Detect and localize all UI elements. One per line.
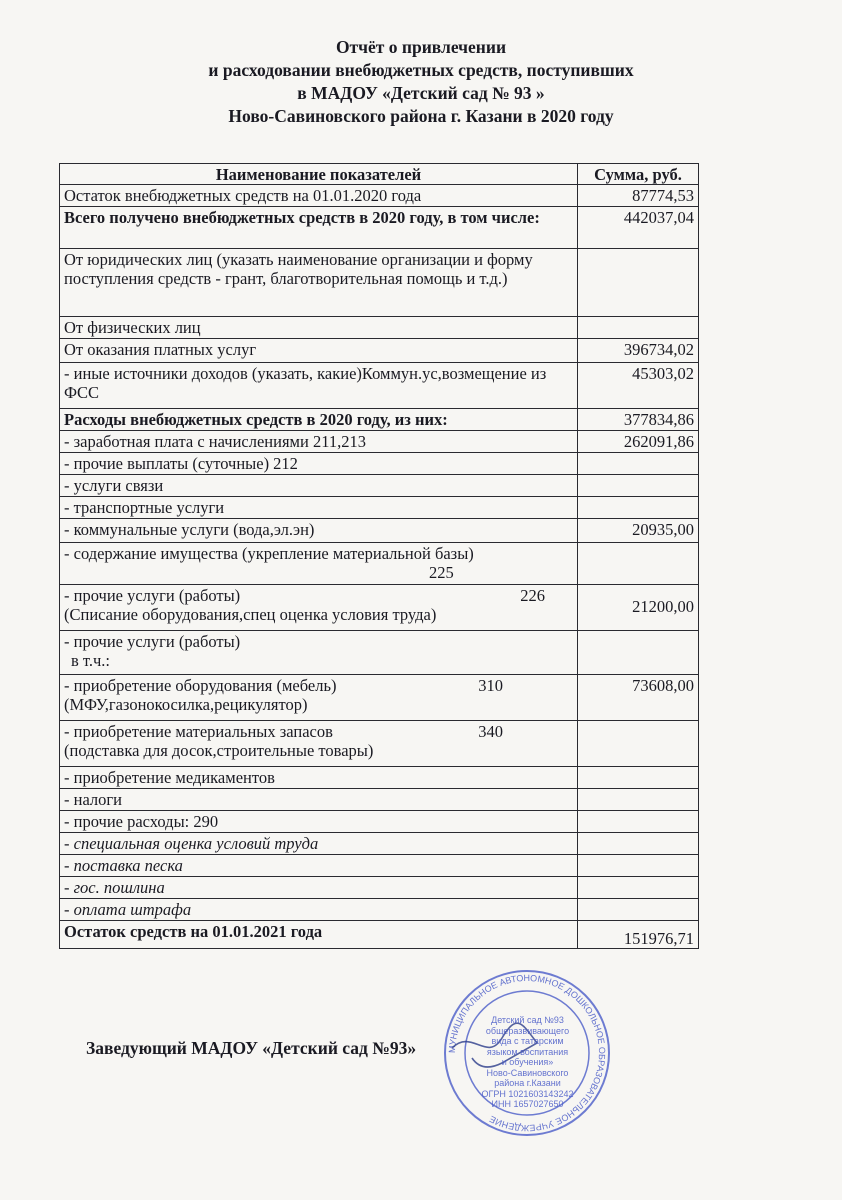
row-amount: [578, 543, 699, 585]
report-table: [59, 163, 699, 949]
row-label: От оказания платных услуг: [60, 339, 578, 363]
row-label: - приобретение материальных запасов: [64, 722, 333, 741]
row-code: 340: [478, 722, 503, 741]
table-row: [60, 519, 699, 543]
row-label: - заработная плата с начислениями 211,213: [60, 431, 578, 453]
row-label: Расходы внебюджетных средств в 2020 году, из них:: [60, 409, 578, 431]
row-amount: [578, 721, 699, 767]
table-row: [60, 585, 699, 631]
stamp-line-4: языком воспитания: [486, 1046, 569, 1057]
stamp-line-6: Ново-Савиновского: [486, 1067, 569, 1078]
stamp-line-7: района г.Казани: [494, 1078, 561, 1088]
row-label-2: в т.ч.:: [71, 651, 111, 670]
row-cell: [60, 631, 578, 675]
table-row: [60, 317, 699, 339]
stamp-ring-text: МУНИЦИПАЛЬНОЕ АВТОНОМНОЕ ДОШКОЛЬНОЕ ОБРАЗОВАТЕЛЬНОЕ УЧРЕЖДЕНИЕ: [446, 972, 608, 1134]
stamp-line-3: вида с татарским: [491, 1036, 564, 1046]
row-amount: 262091,86: [578, 431, 699, 453]
row-cell: [60, 543, 578, 585]
table-row: [60, 409, 699, 431]
table-row: [60, 789, 699, 811]
table-row: [60, 249, 699, 317]
row-label: - услуги связи: [60, 475, 578, 497]
header-name: Наименование показателей: [60, 164, 578, 185]
row-label: Остаток внебюджетных средств на 01.01.2020 года: [60, 185, 578, 207]
signature-line: Заведующий МАДОУ «Детский сад №93»: [86, 1038, 417, 1058]
table-row: [60, 185, 699, 207]
row-amount: 21200,00: [578, 585, 699, 631]
table-row: [60, 363, 699, 409]
row-label: - иные источники доходов (указать, какие)Коммун.ус,возмещение из ФСС: [60, 363, 578, 409]
table-row: [60, 431, 699, 453]
row-label: - транспортные услуги: [60, 497, 578, 519]
table-row: [60, 475, 699, 497]
row-amount: [578, 767, 699, 789]
table-row: [60, 767, 699, 789]
stamp-inn: ИНН 1657027650: [491, 1099, 564, 1109]
row-label: - оплата штрафа: [60, 899, 578, 921]
row-amount: [578, 475, 699, 497]
table-row: [60, 207, 699, 249]
table-row: [60, 721, 699, 767]
row-amount: [578, 855, 699, 877]
row-amount: [578, 497, 699, 519]
table-row: [60, 833, 699, 855]
row-label: - содержание имущества (укрепление материальной базы): [64, 544, 474, 563]
row-cell: [60, 721, 578, 767]
stamp-line-1: Детский сад №93: [491, 1015, 564, 1025]
row-label: - гос. пошлина: [60, 877, 578, 899]
row-label: Остаток средств на 01.01.2021 года: [60, 921, 578, 949]
row-amount: 87774,53: [578, 185, 699, 207]
row-cell: [60, 675, 578, 721]
row-code: 225: [429, 563, 454, 582]
row-label: - поставка песка: [60, 855, 578, 877]
row-label: От юридических лиц (указать наименование организации и форму поступления средств - грант, благотворительная помощь и т.д.): [60, 249, 578, 317]
row-label: - прочие выплаты (суточные) 212: [60, 453, 578, 475]
table-row: [60, 497, 699, 519]
row-label-2: (Списание оборудования,спец оценка условия труда): [64, 605, 437, 624]
row-amount: [578, 877, 699, 899]
report-title: [0, 36, 842, 128]
row-amount: [578, 789, 699, 811]
row-code: 310: [478, 676, 503, 695]
row-label: От физических лиц: [60, 317, 578, 339]
row-amount: [578, 631, 699, 675]
row-amount: 45303,02: [578, 363, 699, 409]
table-row: [60, 543, 699, 585]
title-line-3: в МАДОУ «Детский сад № 93 »: [297, 83, 545, 103]
row-amount: 396734,02: [578, 339, 699, 363]
row-amount: [578, 317, 699, 339]
row-label: - коммунальные услуги (вода,эл.эн): [60, 519, 578, 543]
row-label-2: (подставка для досок,строительные товары): [64, 741, 374, 760]
row-label-2: (МФУ,газонокосилка,рецикулятор): [64, 695, 308, 714]
row-cell: [60, 585, 578, 631]
table-row: [60, 811, 699, 833]
table-header-row: [60, 164, 699, 185]
row-label: - приобретение медикаментов: [60, 767, 578, 789]
row-amount: 151976,71: [578, 921, 699, 949]
row-amount: 377834,86: [578, 409, 699, 431]
table-row: [60, 339, 699, 363]
row-amount: [578, 249, 699, 317]
row-label: - приобретение оборудования (мебель): [64, 676, 337, 695]
row-code: 226: [520, 586, 545, 605]
table-row: [60, 877, 699, 899]
table-row: [60, 631, 699, 675]
row-amount: 20935,00: [578, 519, 699, 543]
title-line-2: и расходовании внебюджетных средств, поступивших: [208, 60, 634, 80]
stamp-line-5: и обучения»: [501, 1057, 554, 1067]
row-label: - специальная оценка условий труда: [60, 833, 578, 855]
stamp-inner-text: [455, 1015, 600, 1110]
table-row: [60, 899, 699, 921]
stamp-ogrn: ОГРН 1021603143242: [481, 1088, 574, 1099]
row-amount: 442037,04: [578, 207, 699, 249]
table-row: [60, 453, 699, 475]
table-row: [60, 855, 699, 877]
row-label: - налоги: [60, 789, 578, 811]
header-amount: Сумма, руб.: [578, 164, 699, 185]
row-label: - прочие расходы: 290: [60, 811, 578, 833]
row-amount: [578, 453, 699, 475]
row-amount: [578, 811, 699, 833]
title-line-1: Отчёт о привлечении: [335, 37, 507, 57]
table-row: [60, 675, 699, 721]
title-line-4: Ново-Савиновского района г. Казани в 2020 году: [228, 106, 614, 126]
row-amount: 73608,00: [578, 675, 699, 721]
table-row: [60, 921, 699, 949]
row-label: Всего получено внебюджетных средств в 2020 году, в том числе:: [60, 207, 578, 249]
row-amount: [578, 899, 699, 921]
stamp-line-2: общеразвивающего: [485, 1025, 570, 1036]
row-label: - прочие услуги (работы): [64, 586, 241, 605]
row-amount: [578, 833, 699, 855]
row-label: - прочие услуги (работы): [64, 632, 241, 651]
